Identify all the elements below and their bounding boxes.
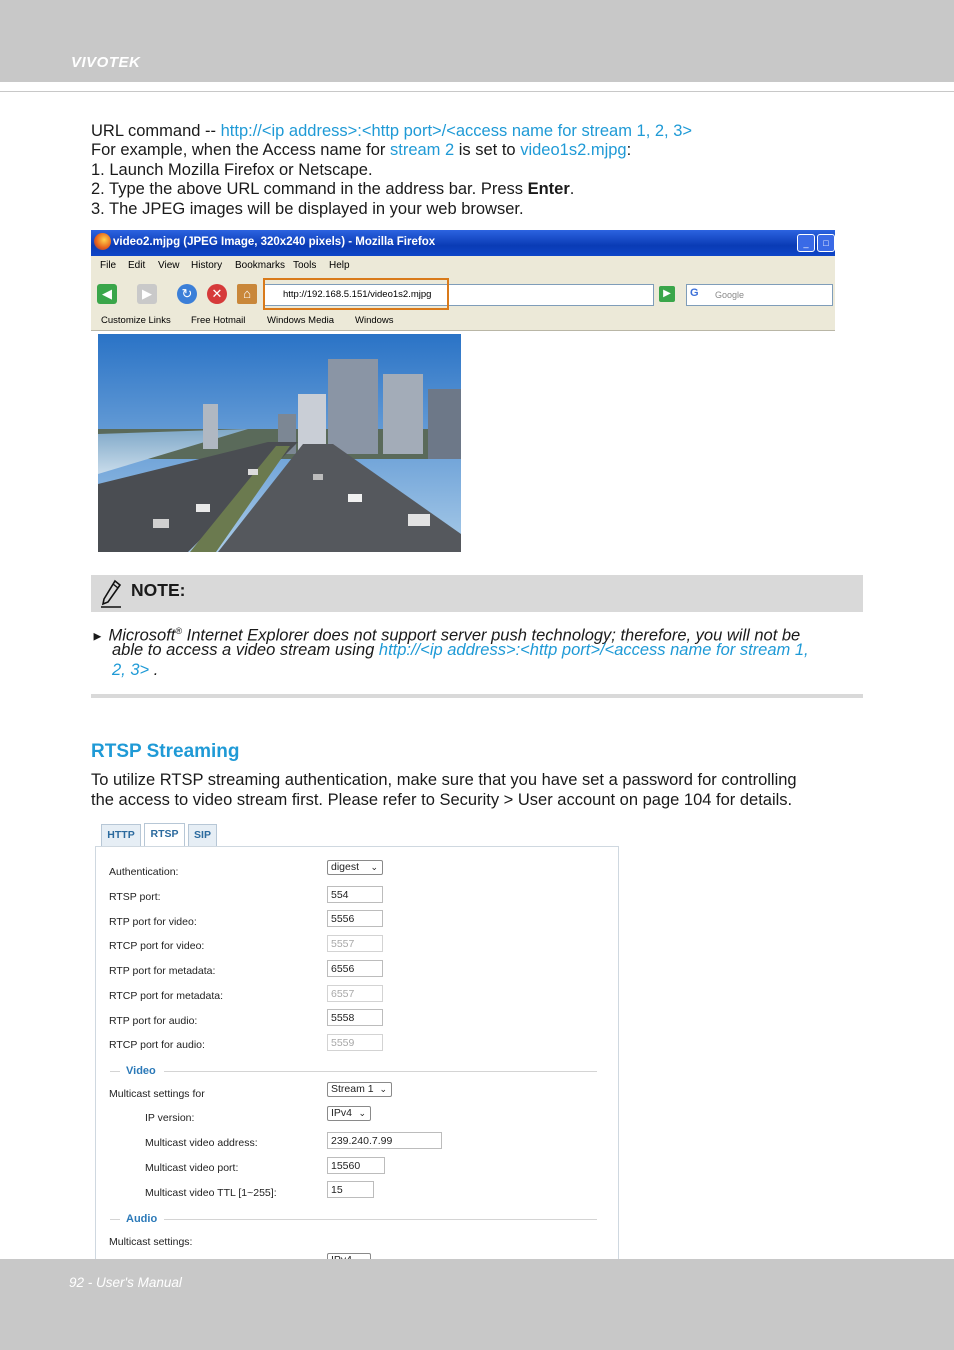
menu-file[interactable]: File	[100, 260, 117, 271]
note-line-2: able to access a video stream using http://<ip address>:<http port>/<access name for stream 1,	[112, 641, 809, 659]
bookmark-windows[interactable]: Windows	[355, 315, 394, 326]
go-icon[interactable]: ▶	[659, 286, 675, 302]
url-command-link[interactable]: http://<ip address>:<http port>/<access name for stream 1, 2, 3>	[220, 122, 693, 140]
video-group-line-right	[164, 1071, 597, 1072]
note-url-link[interactable]: http://<ip address>:<http port>/<access name for stream 1,	[378, 641, 809, 659]
navigation-toolbar	[91, 277, 835, 310]
menu-history[interactable]: History	[191, 260, 223, 271]
chevron-down-icon: ⌄	[358, 1108, 366, 1118]
menu-bar	[91, 256, 835, 277]
rtcp-audio-input: 5559	[327, 1034, 383, 1051]
rtcp-video-label: RTCP port for video:	[109, 940, 205, 952]
video-group-title: Video	[126, 1065, 156, 1077]
window-title: video2.mjpg (JPEG Image, 320x240 pixels) - Mozilla Firefox	[113, 236, 436, 248]
example-line: For example, when the Access name for stream 2 is set to video1s2.mjpg:	[91, 141, 632, 159]
rtsp-port-input[interactable]: 554	[327, 886, 383, 903]
back-arrow-icon[interactable]: ◀	[97, 284, 117, 304]
multicast-address-input[interactable]: 239.240.7.99	[327, 1132, 442, 1149]
rtp-metadata-label: RTP port for metadata:	[109, 965, 216, 977]
forward-arrow-icon[interactable]: ▶	[137, 284, 157, 304]
ip-version-select[interactable]: IPv4 ⌄	[327, 1106, 371, 1121]
note-line-3: 2, 3> .	[112, 661, 159, 679]
multicast-settings-label: Multicast settings for	[109, 1088, 205, 1100]
note-url-link-cont[interactable]: 2, 3>	[112, 661, 150, 679]
bookmark-free-hotmail[interactable]: Free Hotmail	[191, 315, 246, 326]
menu-bookmarks[interactable]: Bookmarks	[235, 260, 286, 271]
rtcp-metadata-input: 6557	[327, 985, 383, 1002]
step-1: 1. Launch Mozilla Firefox or Netscape.	[91, 161, 373, 179]
note-line-1: ► Microsoft® Internet Explorer does not support server push technology; therefore, you will not be	[91, 626, 801, 645]
multicast-port-label: Multicast video port:	[145, 1162, 239, 1174]
multicast-ttl-label: Multicast video TTL [1~255]:	[145, 1187, 277, 1199]
reload-icon[interactable]: ↻	[177, 284, 197, 304]
menu-help[interactable]: Help	[329, 260, 350, 271]
address-highlight-box	[263, 278, 449, 310]
note-title: NOTE:	[131, 580, 186, 600]
page-header-bar	[0, 0, 954, 82]
audio-group-title: Audio	[126, 1213, 158, 1225]
rtsp-paragraph-line-1: To utilize RTSP streaming authentication, make sure that you have set a password for controlling	[91, 771, 797, 789]
audio-group-line-left	[110, 1219, 120, 1220]
address-bar-url: http://192.168.5.151/video1s2.mjpg	[283, 289, 432, 300]
search-input[interactable]	[686, 284, 833, 306]
note-divider	[91, 694, 863, 698]
page-number: 92 - User's Manual	[69, 1275, 182, 1290]
menu-view[interactable]: View	[158, 260, 180, 271]
menu-edit[interactable]: Edit	[128, 260, 146, 271]
audio-multicast-label: Multicast settings:	[109, 1236, 193, 1248]
google-icon: G	[690, 287, 699, 299]
bookmark-windows-media[interactable]: Windows Media	[267, 315, 335, 326]
rtcp-video-input: 5557	[327, 935, 383, 952]
rtcp-metadata-label: RTCP port for metadata:	[109, 990, 223, 1002]
multicast-port-input[interactable]: 15560	[327, 1157, 385, 1174]
step-2: 2. Type the above URL command in the address bar. Press Enter.	[91, 180, 575, 198]
bookmark-customize-links[interactable]: Customize Links	[101, 315, 171, 326]
pencil-icon	[99, 578, 123, 608]
authentication-select[interactable]: digest ⌄	[327, 860, 383, 875]
brand-logo: VIVOTEK	[71, 54, 141, 71]
audio-group-line-right	[164, 1219, 597, 1220]
multicast-address-label: Multicast video address:	[145, 1137, 258, 1149]
search-placeholder: Google	[715, 290, 745, 300]
header-divider	[0, 91, 954, 92]
rtp-video-label: RTP port for video:	[109, 916, 197, 928]
example-file-link[interactable]: video1s2.mjpg	[520, 141, 627, 159]
url-command-line: URL command -- http://<ip address>:<http port>/<access name for stream 1, 2, 3>	[91, 122, 693, 140]
rtsp-port-label: RTSP port:	[109, 891, 161, 903]
chevron-down-icon: ⌄	[379, 1084, 387, 1094]
camera-snapshot-image	[98, 334, 461, 552]
rtp-video-input[interactable]: 5556	[327, 910, 383, 927]
note-header	[91, 575, 863, 612]
firefox-logo-icon	[94, 233, 111, 250]
minimize-icon[interactable]: _	[797, 234, 815, 252]
example-stream-link[interactable]: stream 2	[389, 141, 455, 159]
video-group-line-left	[110, 1071, 120, 1072]
tab-http[interactable]: HTTP	[101, 824, 141, 846]
home-icon[interactable]: ⌂	[237, 284, 257, 304]
authentication-label: Authentication:	[109, 866, 179, 878]
maximize-icon[interactable]: □	[817, 234, 835, 252]
ip-version-label: IP version:	[145, 1112, 195, 1124]
rtp-audio-input[interactable]: 5558	[327, 1009, 383, 1026]
firefox-title-bar	[91, 230, 835, 256]
bullet-arrow-icon: ►	[91, 628, 104, 644]
bookmarks-toolbar	[91, 310, 835, 331]
page-footer-bar	[0, 1259, 954, 1350]
step-3: 3. The JPEG images will be displayed in your web browser.	[91, 200, 524, 218]
multicast-stream-select[interactable]: Stream 1 ⌄	[327, 1082, 392, 1097]
multicast-ttl-input[interactable]: 15	[327, 1181, 374, 1198]
rtcp-audio-label: RTCP port for audio:	[109, 1039, 205, 1051]
firefox-screenshot	[91, 230, 835, 552]
chevron-down-icon: ⌄	[370, 862, 378, 872]
menu-tools[interactable]: Tools	[293, 260, 317, 271]
section-heading: RTSP Streaming	[91, 741, 240, 762]
rtsp-paragraph-line-2: the access to video stream first. Please refer to Security > User account on page 104 for details.	[91, 791, 793, 809]
tab-rtsp[interactable]: RTSP	[144, 823, 185, 847]
tab-sip[interactable]: SIP	[188, 824, 217, 846]
rtp-audio-label: RTP port for audio:	[109, 1015, 198, 1027]
stop-icon[interactable]: ✕	[207, 284, 227, 304]
rtp-metadata-input[interactable]: 6556	[327, 960, 383, 977]
